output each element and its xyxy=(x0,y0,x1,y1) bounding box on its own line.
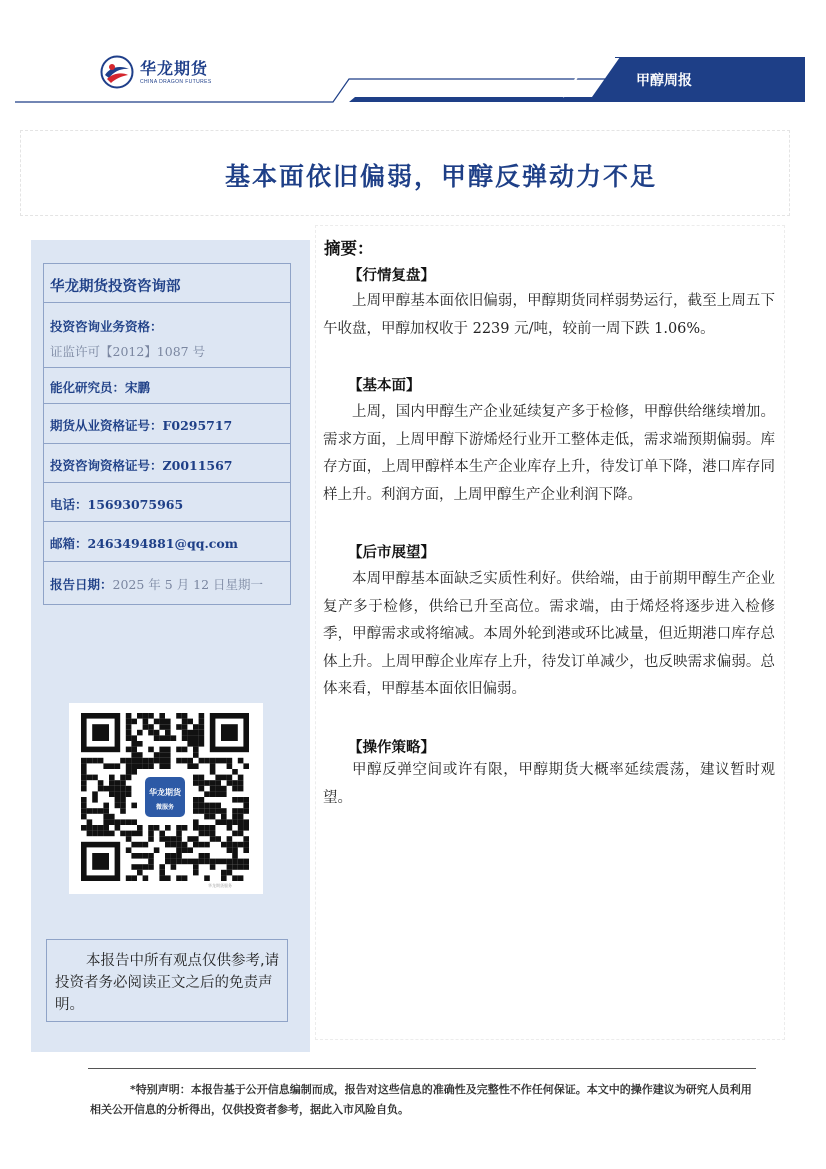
brand-name: 华龙期货 xyxy=(140,59,209,78)
section-text-strategy: 甲醇反弹空间或许有限，甲醇期货大概率延续震荡，建议暂时观望。 xyxy=(323,762,775,806)
department-name: 华龙期货投资咨询部 xyxy=(50,278,181,295)
abstract-label: 摘要： xyxy=(324,239,374,258)
footer-disclaimer: *特别声明：本报告基于公开信息编制而成，报告对这些信息的准确性及完整性不作任何保证。本文中的操作建议为研究人员利用相关公开信息的分析得出，仅供投资者参考，据此入市风险自负。 xyxy=(90,1083,752,1116)
qr-code-image xyxy=(69,703,263,894)
info-row-phone xyxy=(44,483,290,522)
info-row-email xyxy=(44,522,290,562)
futures-cert-number: 期货从业资格证号：F0295717 xyxy=(50,418,233,433)
footer-divider xyxy=(88,1068,756,1069)
brand-name-en: CHINA DRAGON FUTURES xyxy=(140,79,212,85)
qualification-label: 投资咨询业务资格： xyxy=(50,319,163,334)
analyst-info-box xyxy=(43,263,291,605)
phone-number: 电话：15693075965 xyxy=(50,497,184,512)
report-date xyxy=(50,575,263,593)
section-heading-outlook: 【后市展望】 xyxy=(348,545,435,561)
info-row-researcher xyxy=(44,368,290,404)
qr-code-graphic xyxy=(69,703,263,894)
info-row-consult-cert xyxy=(44,444,290,483)
section-heading-fundamentals: 【基本面】 xyxy=(348,378,421,394)
section-heading-market-review: 【行情复盘】 xyxy=(348,268,435,284)
section-heading-strategy: 【操作策略】 xyxy=(348,740,435,756)
info-row-qualification xyxy=(44,303,290,368)
info-row-date xyxy=(44,562,290,604)
info-row-department xyxy=(44,264,290,303)
report-title: 基本面依旧偏弱，甲醇反弹动力不足 xyxy=(225,162,658,191)
disclaimer-text: 本报告中所有观点仅供参考,请投资者务必阅读正文之后的免责声明。 xyxy=(55,953,280,1013)
svg-text:华龙期货: 华龙期货 xyxy=(149,788,181,797)
qr-caption: 华龙期货服务 xyxy=(208,883,232,888)
consult-cert-number: 投资咨询资格证号：Z0011567 xyxy=(50,458,233,473)
info-row-futures-cert xyxy=(44,404,290,444)
report-type-label: 甲醇周报 xyxy=(636,73,692,89)
section-text-outlook: 本周甲醇基本面缺乏实质性利好。供给端，由于前期甲醇生产企业复产多于检修，供给已升至高位。需求端，由于烯烃将逐步进入检修季，甲醇需求或将缩减。本周外轮到港或环比减量，但近期港口库存总体上升。上周甲醇企业库存上升，待发订单减少，也反映需求偏弱。总体来看，甲醇基本面依旧偏弱。 xyxy=(323,571,775,697)
section-text-fundamentals: 上周，国内甲醇生产企业延续复产多于检修，甲醇供给继续增加。需求方面，上周甲醇下游烯烃行业开工整体走低，需求端预期偏弱。库存方面，上周甲醇样本生产企业库存上升，待发订单下降，港口库存同样上升。利润方面，上周甲醇生产企业利润下降。 xyxy=(323,404,775,503)
qualification-value: 证监许可【2012】1087 号 xyxy=(50,344,206,359)
report-date-label: 报告日期： xyxy=(50,577,113,592)
researcher-name: 能化研究员：宋鹏 xyxy=(50,380,151,395)
report-date-value: 2025 年 5 月 12 日星期一 xyxy=(112,577,264,592)
email-address: 邮箱：2463494881@qq.com xyxy=(50,536,238,551)
section-text-market-review: 上周甲醇基本面依旧偏弱，甲醇期货同样弱势运行，截至上周五下午收盘，甲醇加权收于 2239 元/吨，较前一周下跌 1.06%。 xyxy=(323,293,775,337)
svg-text:微服务: 微服务 xyxy=(155,804,175,811)
